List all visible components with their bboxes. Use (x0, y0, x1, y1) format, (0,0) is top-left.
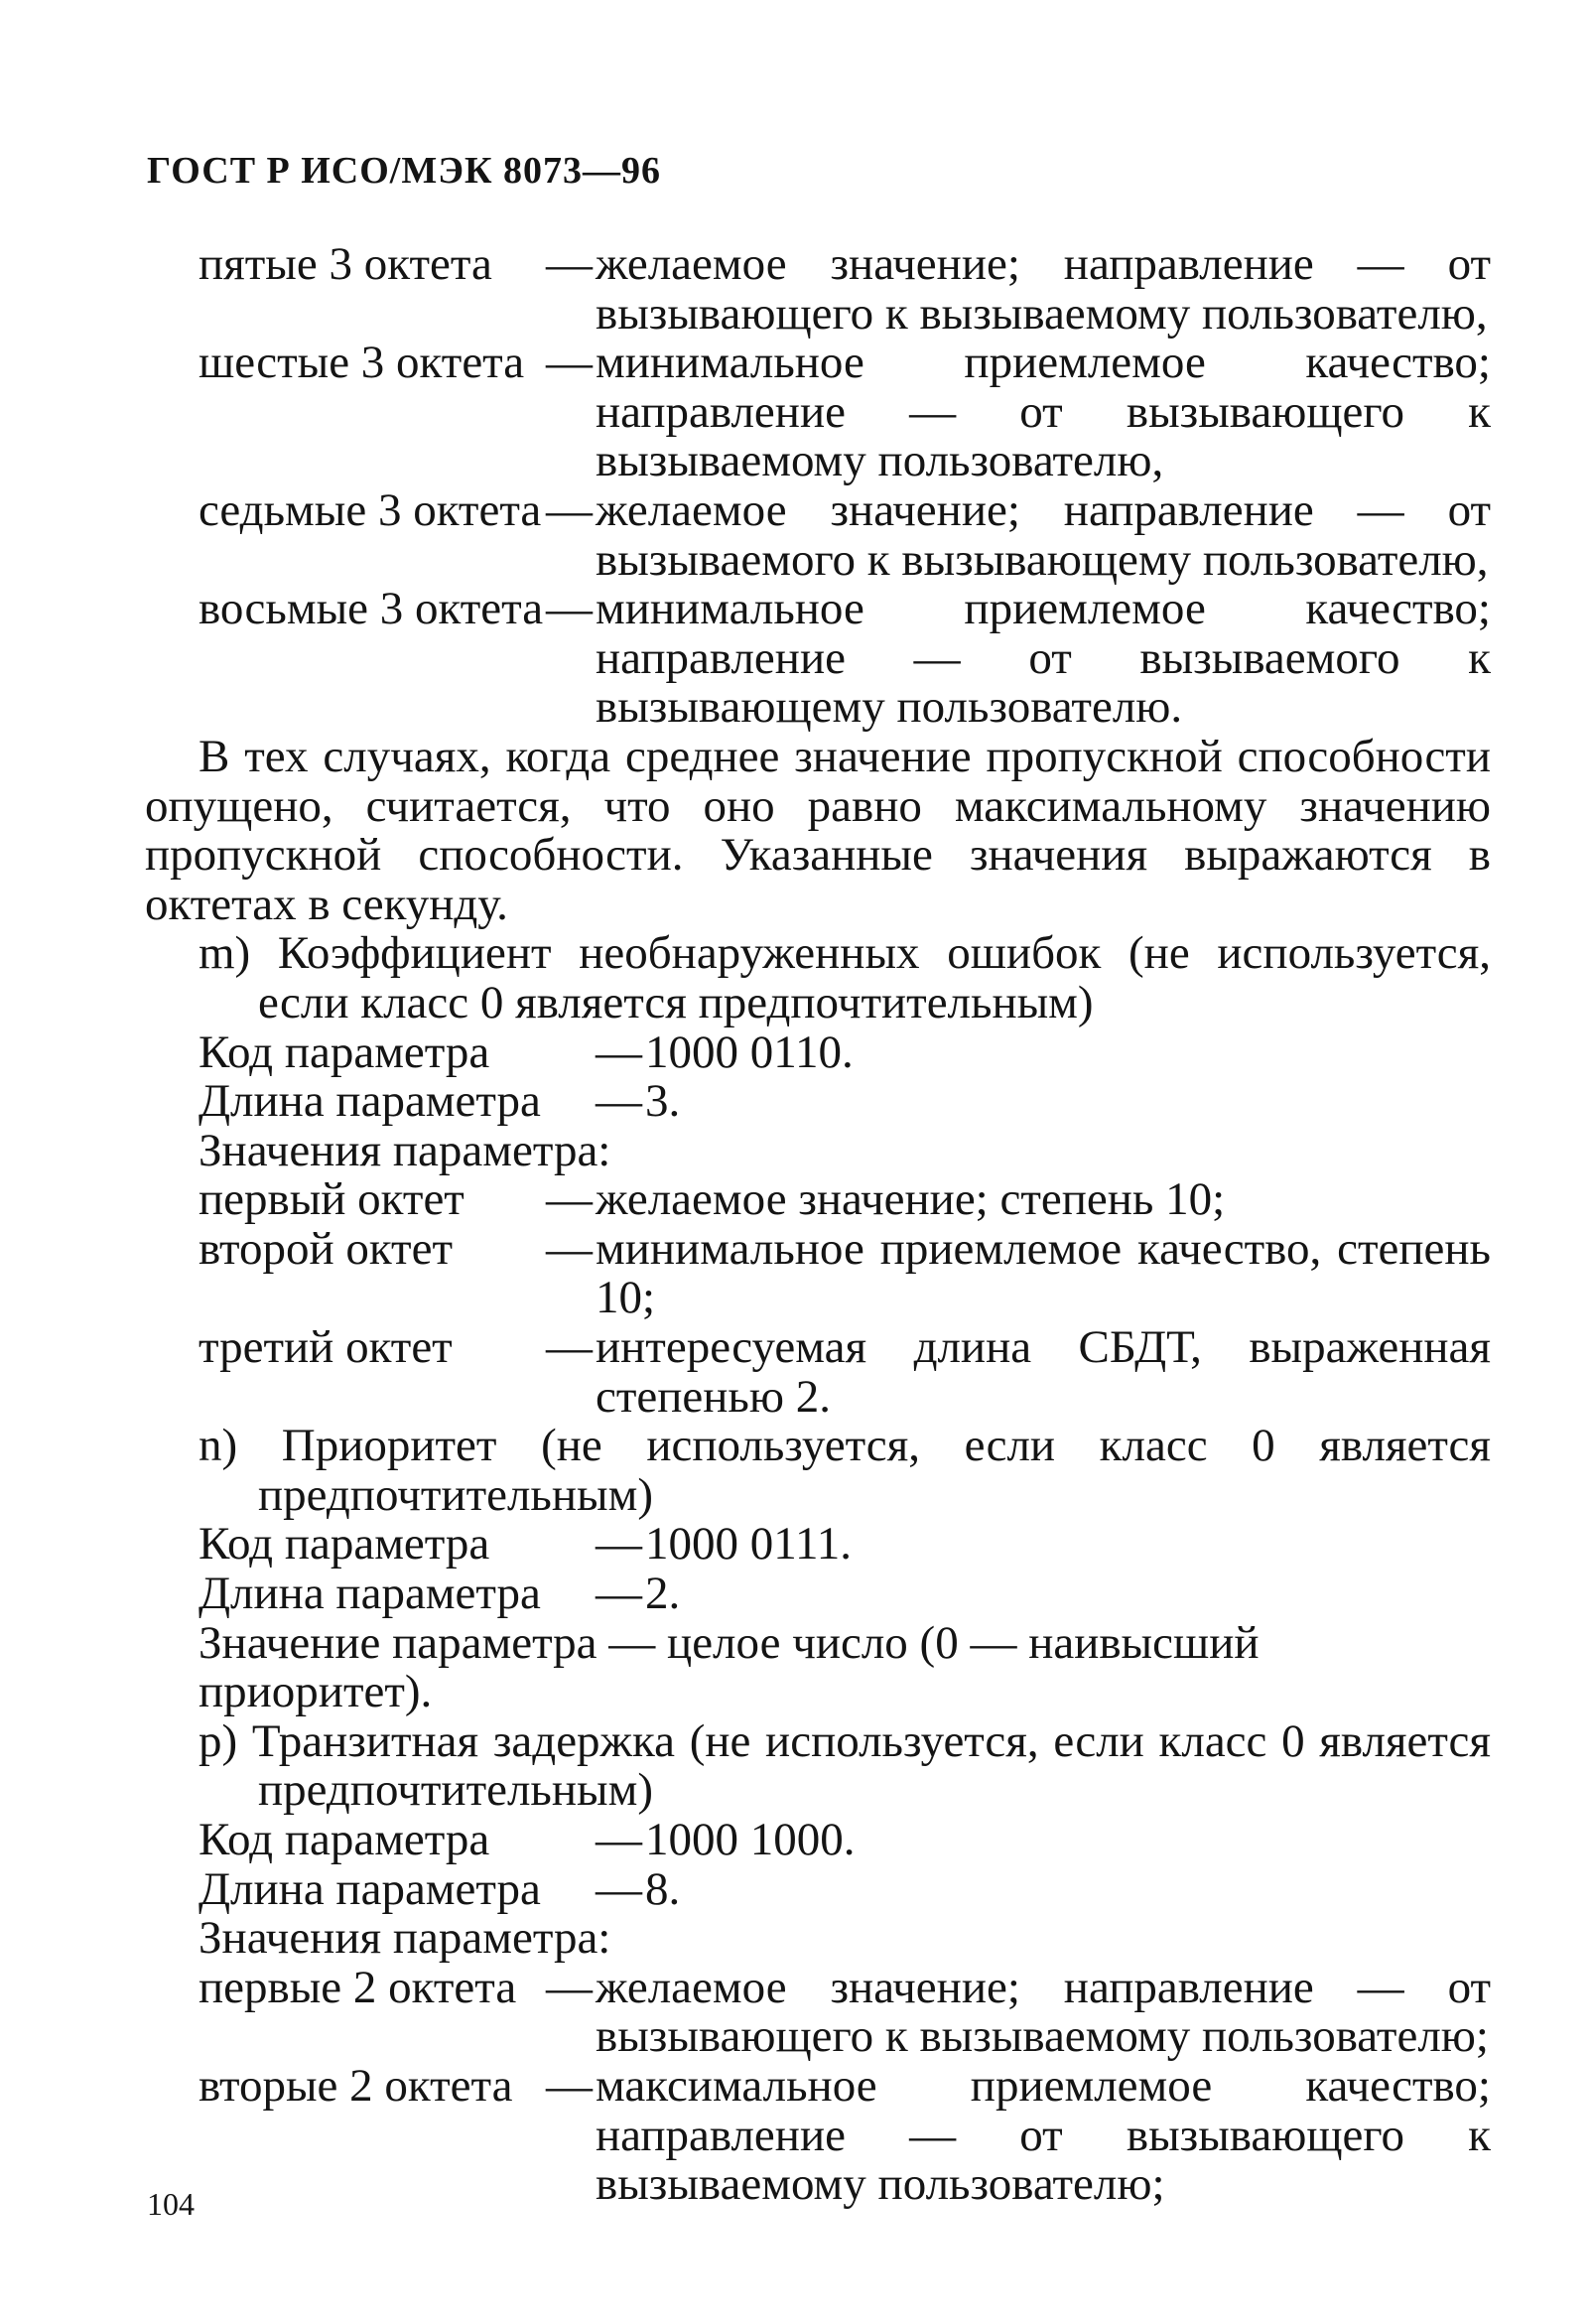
octet-description: минимальное приемлемое качество; направление — от вызывающего к вызываемому пользователю, (596, 337, 1491, 487)
octet-label: пятые 3 октета (199, 238, 492, 290)
paragraph: В тех случаях, когда среднее значение пропускной способности опущено, считается, что оно равно максимальному значению пропускной способности. Указанные значения выражаются в октетах в секунду. (145, 730, 1491, 930)
dash: — (546, 1321, 593, 1374)
octet-description: желаемое значение; направление — от вызывающего к вызываемому пользователю, (596, 238, 1491, 340)
octet-row (145, 240, 1491, 339)
dash: — (596, 1518, 642, 1571)
item-p (145, 1714, 1491, 2211)
values-title: Значения параметра: (199, 1124, 611, 1176)
octet-description: желаемое значение; направление — от вызываемого к вызывающему пользователю, (596, 483, 1491, 586)
code-value: 1000 0111. (645, 1518, 853, 1571)
octet-label: третий октет (199, 1321, 453, 1374)
dash: — (596, 1862, 642, 1915)
item-m (145, 929, 1491, 1422)
dash: — (546, 483, 593, 536)
dash: — (546, 337, 593, 389)
octet-row (145, 1222, 1491, 1324)
page-content (145, 240, 1491, 2210)
length-label: Длина параметра (199, 1568, 541, 1620)
octet-list-1 (145, 240, 1491, 733)
length-value: 2. (645, 1568, 681, 1620)
code-label: Код параметра (199, 1025, 490, 1078)
item-heading: p) Транзитная задержка (не используется, если класс 0 является предпочтительным) (199, 1714, 1491, 1817)
octet-description: желаемое значение; степень 10; (596, 1173, 1226, 1226)
octet-row (145, 483, 1491, 586)
dash: — (546, 2059, 593, 2112)
dash: — (546, 1222, 593, 1275)
code-value: 1000 0110. (645, 1025, 854, 1078)
octet-row (145, 1961, 1491, 2063)
length-value: 8. (645, 1862, 681, 1915)
code-value: 1000 1000. (645, 1814, 856, 1865)
dash: — (546, 583, 593, 635)
octet-row (145, 2059, 1491, 2211)
length-label: Длина параметра (199, 1075, 541, 1128)
octet-label: седьмые 3 октета (199, 483, 542, 536)
page-number: 104 (147, 2186, 195, 2222)
dash: — (596, 1025, 642, 1078)
octet-description: минимальное приемлемое качество; направление — от вызываемого к вызывающему пользователю. (596, 583, 1491, 734)
octet-row (145, 1175, 1491, 1225)
code-label: Код параметра (199, 1814, 490, 1865)
octet-description: максимальное приемлемое качество; направление — от вызывающего к вызываемому пользователю; (596, 2059, 1491, 2211)
item-heading: m) Коэффициент необнаруженных ошибок (не используется, если класс 0 является предпочтительным) (199, 927, 1491, 1028)
parameter-code (145, 1816, 1491, 1865)
dash: — (596, 1568, 642, 1620)
parameter-code (145, 1025, 1491, 1078)
octet-row (145, 1323, 1491, 1422)
item-n (145, 1422, 1491, 1717)
dash: — (596, 1814, 642, 1865)
value-line: Значение параметра — целое число (0 — наивысший приоритет). (199, 1616, 1260, 1718)
octet-label: вторые 2 октета (199, 2059, 513, 2112)
length-label: Длина параметра (199, 1862, 541, 1915)
octet-label: шестые 3 октета (199, 337, 525, 389)
parameter-length (145, 1862, 1491, 1915)
parameter-length (145, 1077, 1491, 1127)
octet-label: первые 2 октета (199, 1961, 517, 2013)
octet-row (145, 585, 1491, 733)
parameter-length (145, 1570, 1491, 1619)
octet-description: желаемое значение; направление — от вызывающего к вызываемому пользователю; (596, 1961, 1491, 2063)
octet-row (145, 339, 1491, 486)
octet-label: первый октет (199, 1173, 465, 1226)
parameter-code (145, 1520, 1491, 1570)
octet-description: минимальное приемлемое качество, степень 10; (596, 1222, 1491, 1324)
page-header: ГОСТ Р ИСО/МЭК 8073—96 (147, 150, 662, 192)
values-title: Значения параметра: (199, 1912, 611, 1965)
dash: — (546, 238, 593, 290)
code-label: Код параметра (199, 1518, 490, 1571)
octet-label: второй октет (199, 1222, 453, 1275)
dash: — (546, 1961, 593, 2013)
octet-description: интересуемая длина СБДТ, выраженная степенью 2. (596, 1321, 1491, 1423)
item-heading: n) Приоритет (не используется, если класс 0 является предпочтительным) (199, 1420, 1491, 1521)
dash: — (546, 1173, 593, 1226)
dash: — (596, 1075, 642, 1128)
length-value: 3. (645, 1075, 681, 1128)
octet-label: восьмые 3 октета (199, 583, 544, 635)
